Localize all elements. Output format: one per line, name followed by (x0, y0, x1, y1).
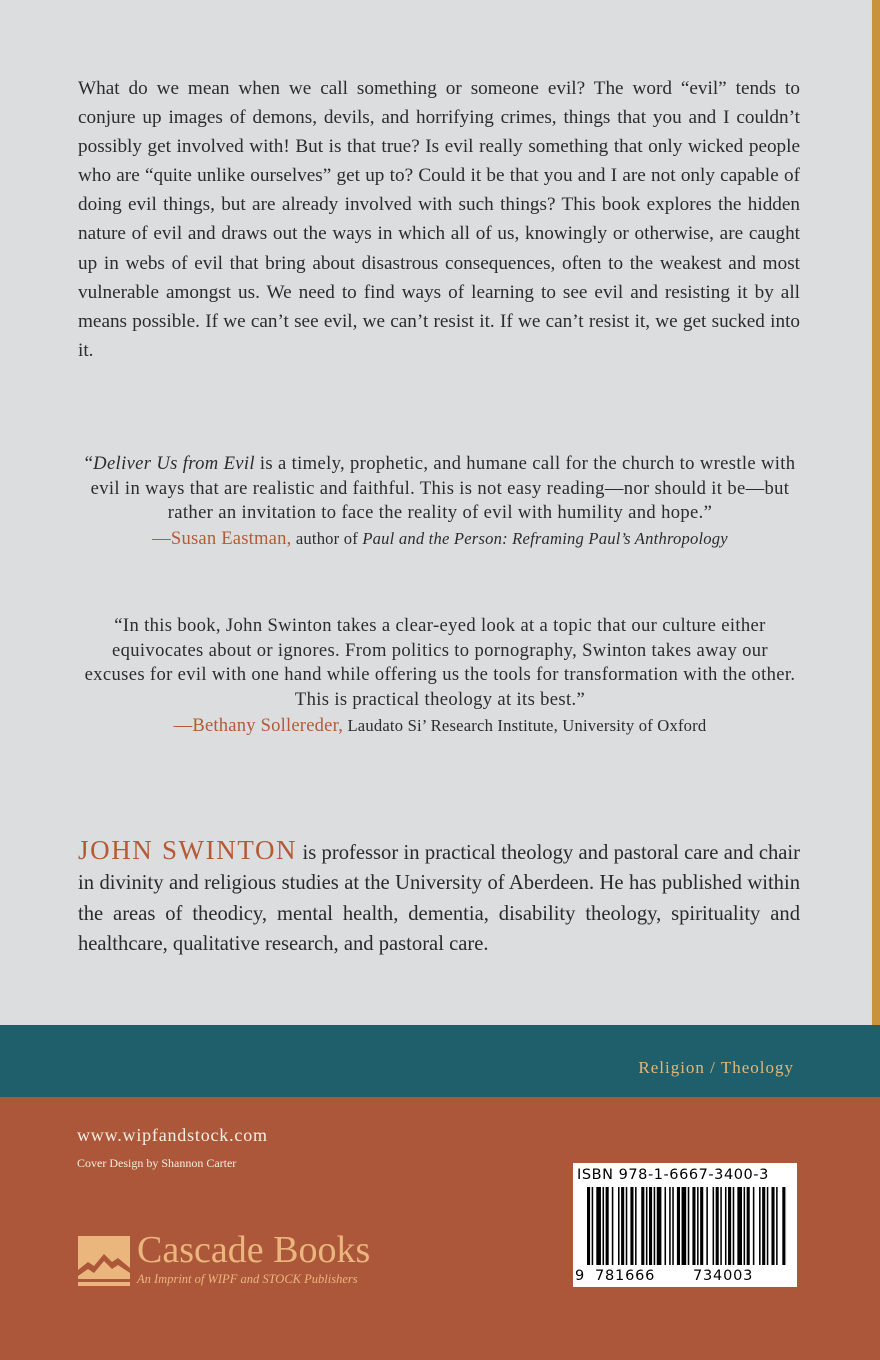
book-blurb: What do we mean when we call something or someone evil? The word “evil” tends to conjure up images of demons, devils, and horrifying crimes, things that you and I couldn’t possibly get involved with! But is that true? Is evil really something that only wicked people who are “quite unlike ourselves” get up to? Could it be that you and I are not only capable of doing evil things, but are already involved with such things? This book explores the hidden nature of evil and draws out the ways in which all of us, knowingly or otherwise, are caught up in webs of evil that bring about disastrous consequences, often to the weakest and most vulnerable amongst us. We need to find ways of learning to see evil and resisting it by all means possible. If we can’t see evil, we can’t resist it. If we can’t resist it, we get sucked into it. (78, 78, 800, 361)
mountain-logo-icon (78, 1236, 130, 1286)
cover-design-credit: Cover Design by Shannon Carter (77, 1156, 237, 1170)
author-name: JOHN SWINTON (78, 835, 298, 865)
barcode-digits (575, 1267, 753, 1285)
barcode-digit-right: 734003 (693, 1268, 754, 1284)
endorsement-text: “In this book, John Swinton takes a clear-eyed look at a topic that our culture either equivocates about or ignores. From politics to pornography, Swinton takes away our excuses for evil with one hand while offering us the tools for transformation with the other. This is practical theology at its best.” (84, 615, 796, 711)
endorsement-text: is a timely, prophetic, and humane call for the church to wrestle with evil in ways that are realistic and faithful. This is not easy reading—nor should it be—but rather an invitation to face the reality of evil with humility and hope.” (90, 453, 796, 524)
book-category: Religion / Theology (638, 1058, 794, 1077)
endorser-affiliation: Laudato Si’ Research Institute, University of Oxford (343, 715, 707, 735)
spine-edge-stripe (872, 0, 880, 1025)
endorsement-eastman (80, 452, 800, 552)
endorsement-attribution (80, 714, 800, 739)
endorsement-book-title: Deliver Us from Evil (93, 453, 255, 474)
publisher-name: Cascade Books (137, 1229, 371, 1271)
endorser-name: —Susan Eastman, (152, 528, 292, 550)
endorser-affiliation-prefix: author of (291, 529, 363, 549)
endorser-book-title: Paul and the Person: Reframing Paul’s Anthropology (362, 529, 728, 549)
author-bio-text: is professor in practical theology and pastoral care and chair in divinity and religious studies at the University of Aberdeen. He has published within the areas of theodicy, mental health, dementia, disability theology, spirituality and healthcare, qualitative research, and pastoral care. (78, 842, 800, 956)
barcode-digit-left: 781666 (595, 1268, 656, 1284)
barcode-icon (587, 1187, 787, 1265)
endorsement-open-quote: “ (84, 453, 94, 474)
barcode-digit-lead: 9 (575, 1268, 586, 1284)
author-bio (78, 835, 800, 960)
endorsement-attribution (80, 527, 800, 552)
publisher-website-link[interactable]: www.wipfandstock.com (77, 1125, 268, 1145)
endorsement-sollereder (80, 614, 800, 739)
publisher-imprint: An Imprint of WIPF and STOCK Publishers (137, 1272, 358, 1286)
endorser-name: —Bethany Sollereder, (173, 714, 344, 736)
isbn-label: ISBN 978-1-6667-3400-3 (577, 1167, 769, 1183)
